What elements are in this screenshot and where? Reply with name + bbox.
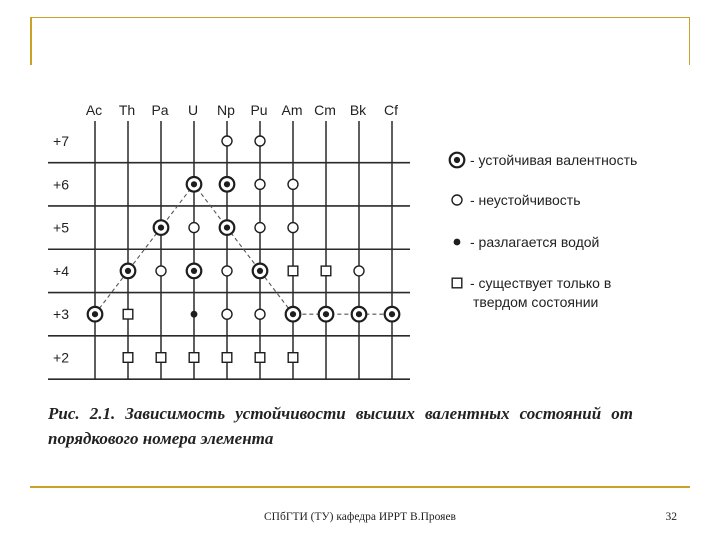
valence-label: +7 — [53, 133, 69, 149]
stable-valence-marker — [154, 220, 169, 235]
unstable-valence-marker — [222, 309, 232, 319]
decomposes-in-water-icon — [448, 233, 466, 251]
solid-state-only-marker — [288, 353, 298, 363]
decomposes-in-water-marker — [454, 239, 461, 246]
unstable-valence-marker — [354, 266, 364, 276]
solid-state-only-marker — [321, 266, 331, 276]
unstable-valence-marker — [288, 179, 298, 189]
stable-valence-marker — [286, 307, 301, 322]
solid-state-only-marker — [452, 278, 462, 288]
unstable-valence-marker — [255, 223, 265, 233]
unstable-valence-marker — [288, 223, 298, 233]
stable-valence-marker — [121, 264, 136, 279]
valence-label: +2 — [53, 349, 69, 366]
unstable-valence-marker — [189, 223, 199, 233]
footer-author: СПбГТИ (ТУ) кафедра ИРРТ В.Прояев — [264, 511, 456, 523]
element-label: Pu — [250, 102, 268, 118]
grid-lines — [48, 121, 410, 379]
stable-valence-icon — [448, 151, 466, 169]
valence-label: +3 — [53, 306, 69, 323]
element-label: U — [187, 102, 199, 118]
solid-state-only-marker — [255, 353, 265, 363]
legend-item-stable-valence — [448, 151, 648, 169]
stable-valence-marker — [220, 177, 235, 192]
figure-caption: Рис. 2.1. Зависимость устойчивости высших валентных состояний от порядкового номера элемента — [48, 404, 633, 448]
solid-state-only-marker — [288, 266, 298, 276]
element-label: Bk — [349, 102, 367, 118]
stable-valence-marker — [450, 153, 465, 168]
valence-label: +5 — [53, 219, 69, 236]
frame-line-bottom — [30, 486, 690, 488]
stable-valence-marker — [253, 264, 268, 279]
element-label: Cf — [384, 102, 398, 118]
legend-label: - устойчивая валентность — [470, 152, 638, 168]
solid-state-only-icon — [448, 274, 466, 292]
legend-item-decomposes-in-water — [448, 233, 648, 251]
solid-state-only-marker — [123, 309, 133, 319]
valence-label: +6 — [53, 176, 69, 193]
unstable-valence-marker — [222, 136, 232, 146]
element-label: Th — [118, 102, 136, 118]
solid-state-only-marker — [189, 353, 199, 363]
valence-label: +4 — [53, 262, 69, 279]
frame-line-right — [689, 17, 690, 65]
legend-label: - существует только в — [470, 275, 612, 291]
stable-valence-marker — [187, 264, 202, 279]
unstable-valence-icon — [448, 191, 466, 209]
stable-valence-marker — [220, 220, 235, 235]
legend-label: - неустойчивость — [470, 192, 581, 208]
unstable-valence-marker — [452, 195, 462, 205]
valence-diagram — [0, 0, 430, 400]
unstable-valence-marker — [255, 179, 265, 189]
element-label: Ac — [85, 102, 103, 118]
decomposes-in-water-marker — [191, 311, 198, 318]
legend-item-unstable — [448, 191, 648, 209]
solid-state-only-marker — [123, 353, 133, 363]
stable-valence-marker — [385, 307, 400, 322]
element-label: Pa — [151, 102, 169, 118]
stable-valence-marker — [352, 307, 367, 322]
solid-state-only-marker — [222, 353, 232, 363]
legend-label-continued: твердом состоянии — [473, 294, 599, 310]
stable-valence-marker — [88, 307, 103, 322]
element-label: Am — [281, 102, 303, 118]
stable-valence-marker — [187, 177, 202, 192]
unstable-valence-marker — [255, 309, 265, 319]
unstable-valence-marker — [255, 136, 265, 146]
legend-item-solid-state-only — [448, 274, 648, 310]
legend-label: - разлагается водой — [470, 234, 600, 250]
unstable-valence-marker — [156, 266, 166, 276]
element-label: Cm — [314, 102, 336, 118]
page-number: 32 — [665, 511, 677, 523]
solid-state-only-marker — [156, 353, 166, 363]
element-label: Np — [217, 102, 235, 118]
unstable-valence-marker — [222, 266, 232, 276]
stable-valence-marker — [319, 307, 334, 322]
